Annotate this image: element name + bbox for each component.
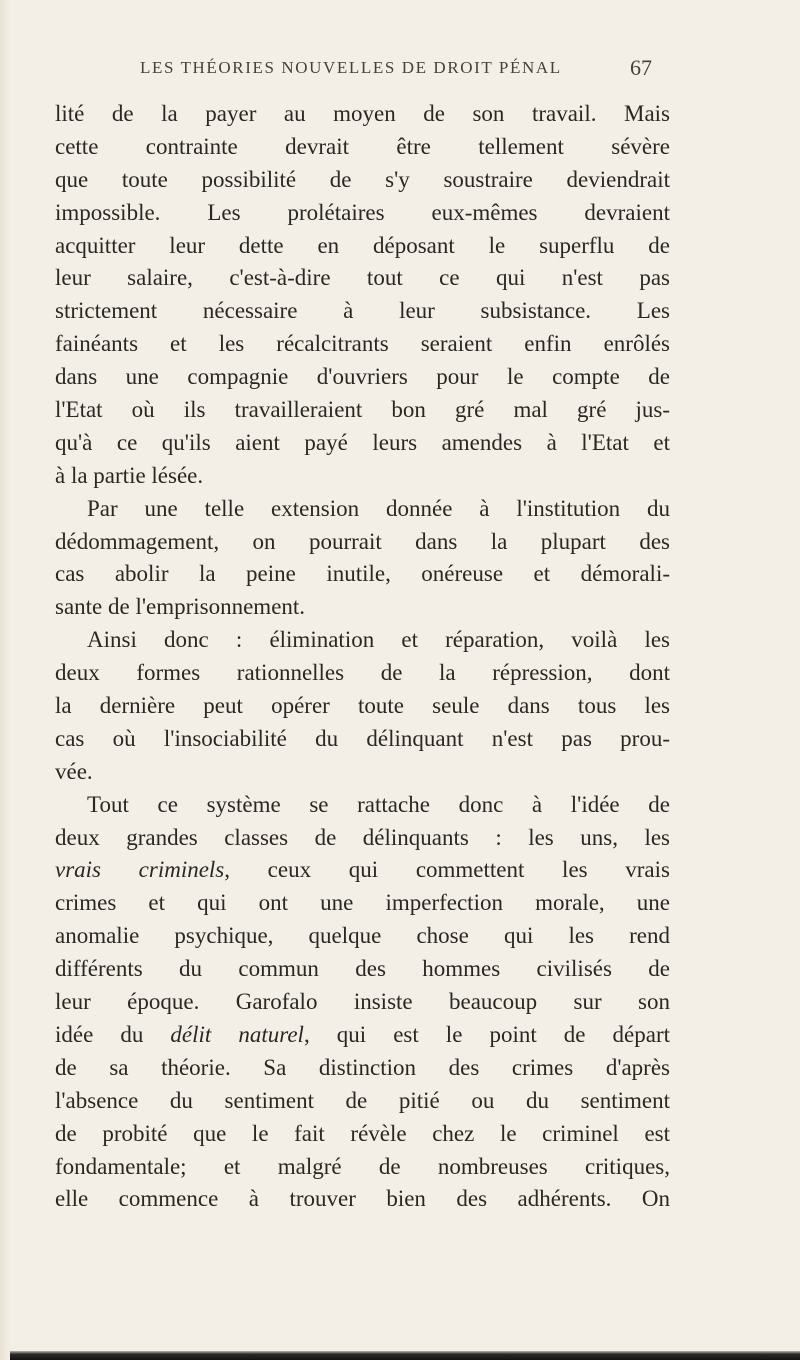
text-line: Ainsi donc : élimination et réparation, voilà les xyxy=(87,627,670,653)
text-line: strictement nécessaire à leur subsistance. Les xyxy=(55,298,670,324)
text-line-with-italic xyxy=(55,854,670,887)
text-line: dans une compagnie d'ouvriers pour le compte de xyxy=(55,364,670,390)
text-line: qu'à ce qu'ils aient payé leurs amendes à l'Etat et xyxy=(55,429,670,455)
running-head: LES THÉORIES NOUVELLES DE DROIT PÉNAL xyxy=(140,58,562,77)
page-number: 67 xyxy=(630,55,652,80)
paragraph-4 xyxy=(55,789,670,1217)
text-line: Tout ce système se rattache donc à l'idée de xyxy=(87,791,670,817)
text-line: leur époque. Garofalo insiste beaucoup sur son xyxy=(55,989,670,1015)
paragraph-3 xyxy=(55,624,670,788)
text-line: elle commence à trouver bien des adhérents. On xyxy=(55,1186,670,1212)
text-line: deux grandes classes de délinquants : les uns, les xyxy=(55,824,670,850)
text-line: l'absence du sentiment de pitié ou du sentiment xyxy=(55,1087,670,1113)
paragraph-2 xyxy=(55,493,670,625)
body-text xyxy=(55,98,670,1216)
text-line: vée. xyxy=(55,758,93,784)
text-line: à la partie lésée. xyxy=(55,462,204,488)
page-header xyxy=(0,55,800,86)
text-line: fainéants et les récalcitrants seraient enfin enrôlés xyxy=(55,331,670,357)
text-line: la dernière peut opérer toute seule dans tous les xyxy=(55,693,670,719)
text-line: de sa théorie. Sa distinction des crimes d'après xyxy=(55,1054,670,1080)
page-bottom-edge xyxy=(10,1351,800,1360)
text-line: l'Etat où ils travailleraient bon gré mal gré jus- xyxy=(55,397,670,423)
text-run: , ceux qui commettent les vrais xyxy=(224,857,670,883)
text-line: fondamentale; et malgré de nombreuses critiques, xyxy=(55,1153,670,1179)
text-line: impossible. Les prolétaires eux-mêmes devraient xyxy=(55,199,670,225)
text-line: différents du commun des hommes civilisés de xyxy=(55,956,670,982)
text-line: sante de l'emprisonnement. xyxy=(55,594,306,620)
text-line-with-italic xyxy=(55,1019,670,1052)
text-run: , qui est le point de départ xyxy=(303,1021,671,1047)
text-line: cas abolir la peine inutile, onéreuse et démorali- xyxy=(55,561,670,587)
page-edge xyxy=(0,0,10,1360)
text-line: acquitter leur dette en déposant le superflu de xyxy=(55,232,670,258)
text-line: que toute possibilité de s'y soustraire deviendrait xyxy=(55,166,670,192)
text-line: Par une telle extension donnée à l'institution du xyxy=(87,495,670,521)
text-line: dédommagement, on pourrait dans la plupart des xyxy=(55,528,670,554)
text-run: idée du xyxy=(55,1021,171,1047)
italic-term: délit naturel xyxy=(170,1021,304,1047)
text-line: cette contrainte devrait être tellement sévère xyxy=(55,133,670,159)
text-line: de probité que le fait révèle chez le criminel est xyxy=(55,1120,670,1146)
text-line: anomalie psychique, quelque chose qui les rend xyxy=(55,923,670,949)
text-line: crimes et qui ont une imperfection morale, une xyxy=(55,890,670,916)
text-line: lité de la payer au moyen de son travail. Mais xyxy=(55,101,670,126)
italic-term: vrais criminels xyxy=(55,857,225,883)
text-line: deux formes rationnelles de la répression, dont xyxy=(55,660,670,686)
text-line: leur salaire, c'est-à-dire tout ce qui n'est pas xyxy=(55,265,670,291)
paragraph-1 xyxy=(55,98,670,493)
text-line: cas où l'insociabilité du délinquant n'est pas prou- xyxy=(55,725,670,751)
